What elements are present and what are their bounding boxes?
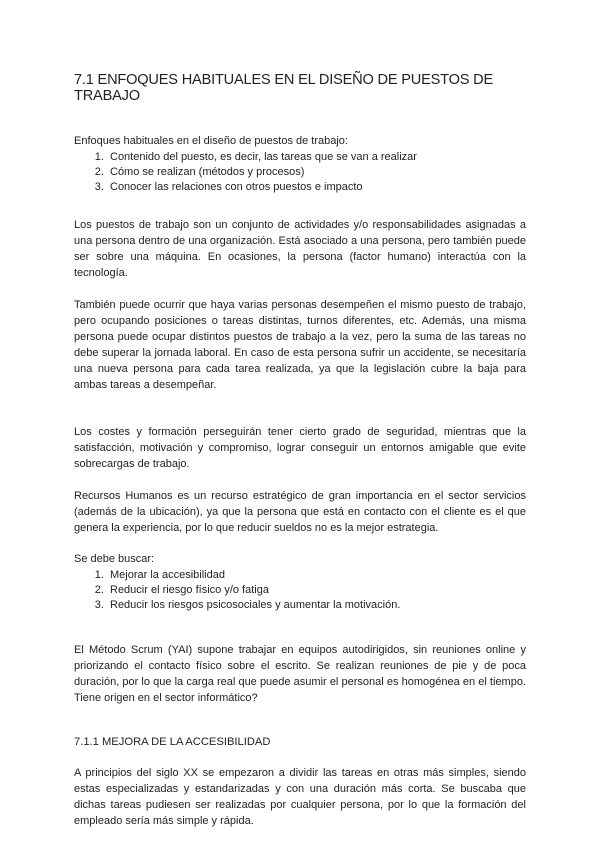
list-item: 3. Reducir los riesgos psicosociales y aumentar la motivación.	[107, 598, 526, 613]
paragraph-siglo-xx: A principios del siglo XX se empezaron a dividir las tareas en otras más simples, siendo estas especializadas y estandarizadas y con una duración más corta. Se buscaba que dichas tareas pudiesen ser realizadas por cualquier persona, por lo que la formación del empleado sería más simple y rápida.	[74, 767, 526, 827]
paragraph-varias-personas: También puede ocurrir que haya varias personas desempeñen el mismo puesto de trabajo, pero ocupando posiciones o tareas distintas, turnos diferentes, etc. Además, una misma persona puede ocupar distintos puestos de trabajo a la vez, pero la suma de las tareas no debe superar la jornada laboral. En caso de esta persona sufrir un accidente, se necesitaría una nueva persona para cada tarea realizada, ya que la legislación cubre la baja para ambas tareas a desempeñar.	[74, 299, 526, 391]
list-item: 2. Cómo se realizan (métodos y procesos)	[107, 165, 526, 180]
list-item: 1. Contenido del puesto, es decir, las tareas que se van a realizar	[107, 150, 526, 165]
list-item: 2. Reducir el riesgo físico y/o fatiga	[107, 583, 526, 598]
list-item: 3. Conocer las relaciones con otros puestos e impacto	[107, 180, 526, 195]
numbered-list-enfoques	[74, 150, 526, 195]
list-intro-enfoques: Enfoques habituales en el diseño de puestos de trabajo:	[74, 135, 348, 147]
paragraph-scrum: El Método Scrum (YAI) supone trabajar en equipos autodirigidos, sin reuniones online y priorizando el contacto físico sobre el escrito. Se realizan reuniones de pie y de poca duración, por lo que la carga real que puede asumir el personal es homogénea en el tiempo. Tiene origen en el sector informático?	[74, 644, 526, 704]
paragraph-costes: Los costes y formación perseguirán tener cierto grado de seguridad, mientras que la satisfacción, motivación y compromiso, lograr conseguir un entornos amigable que evite sobrecargas de trabajo.	[74, 426, 526, 470]
subsection-heading: 7.1.1 MEJORA DE LA ACCESIBILIDAD	[74, 736, 271, 748]
document-content	[74, 72, 526, 845]
paragraph-puestos: Los puestos de trabajo son un conjunto de actividades y/o responsabilidades asignadas a una persona dentro de una organización. Está asociado a una persona, pero también puede ser sobre una máquina. En ocasiones, la persona (factor humano) interactúa con la tecnología.	[74, 219, 526, 279]
numbered-list-buscar	[74, 568, 526, 613]
list-intro-buscar: Se debe buscar:	[74, 553, 155, 565]
paragraph-recursos-humanos: Recursos Humanos es un recurso estratégico de gran importancia en el sector servicios (además de la ubicación), ya que la persona que está en contacto con el cliente es el que genera la experiencia, por lo que reducir sueldos no es la mejor estrategia.	[74, 490, 526, 534]
section-heading: 7.1 ENFOQUES HABITUALES EN EL DISEÑO DE PUESTOS DE TRABAJO	[74, 72, 494, 104]
list-item: 1. Mejorar la accesibilidad	[107, 568, 526, 583]
